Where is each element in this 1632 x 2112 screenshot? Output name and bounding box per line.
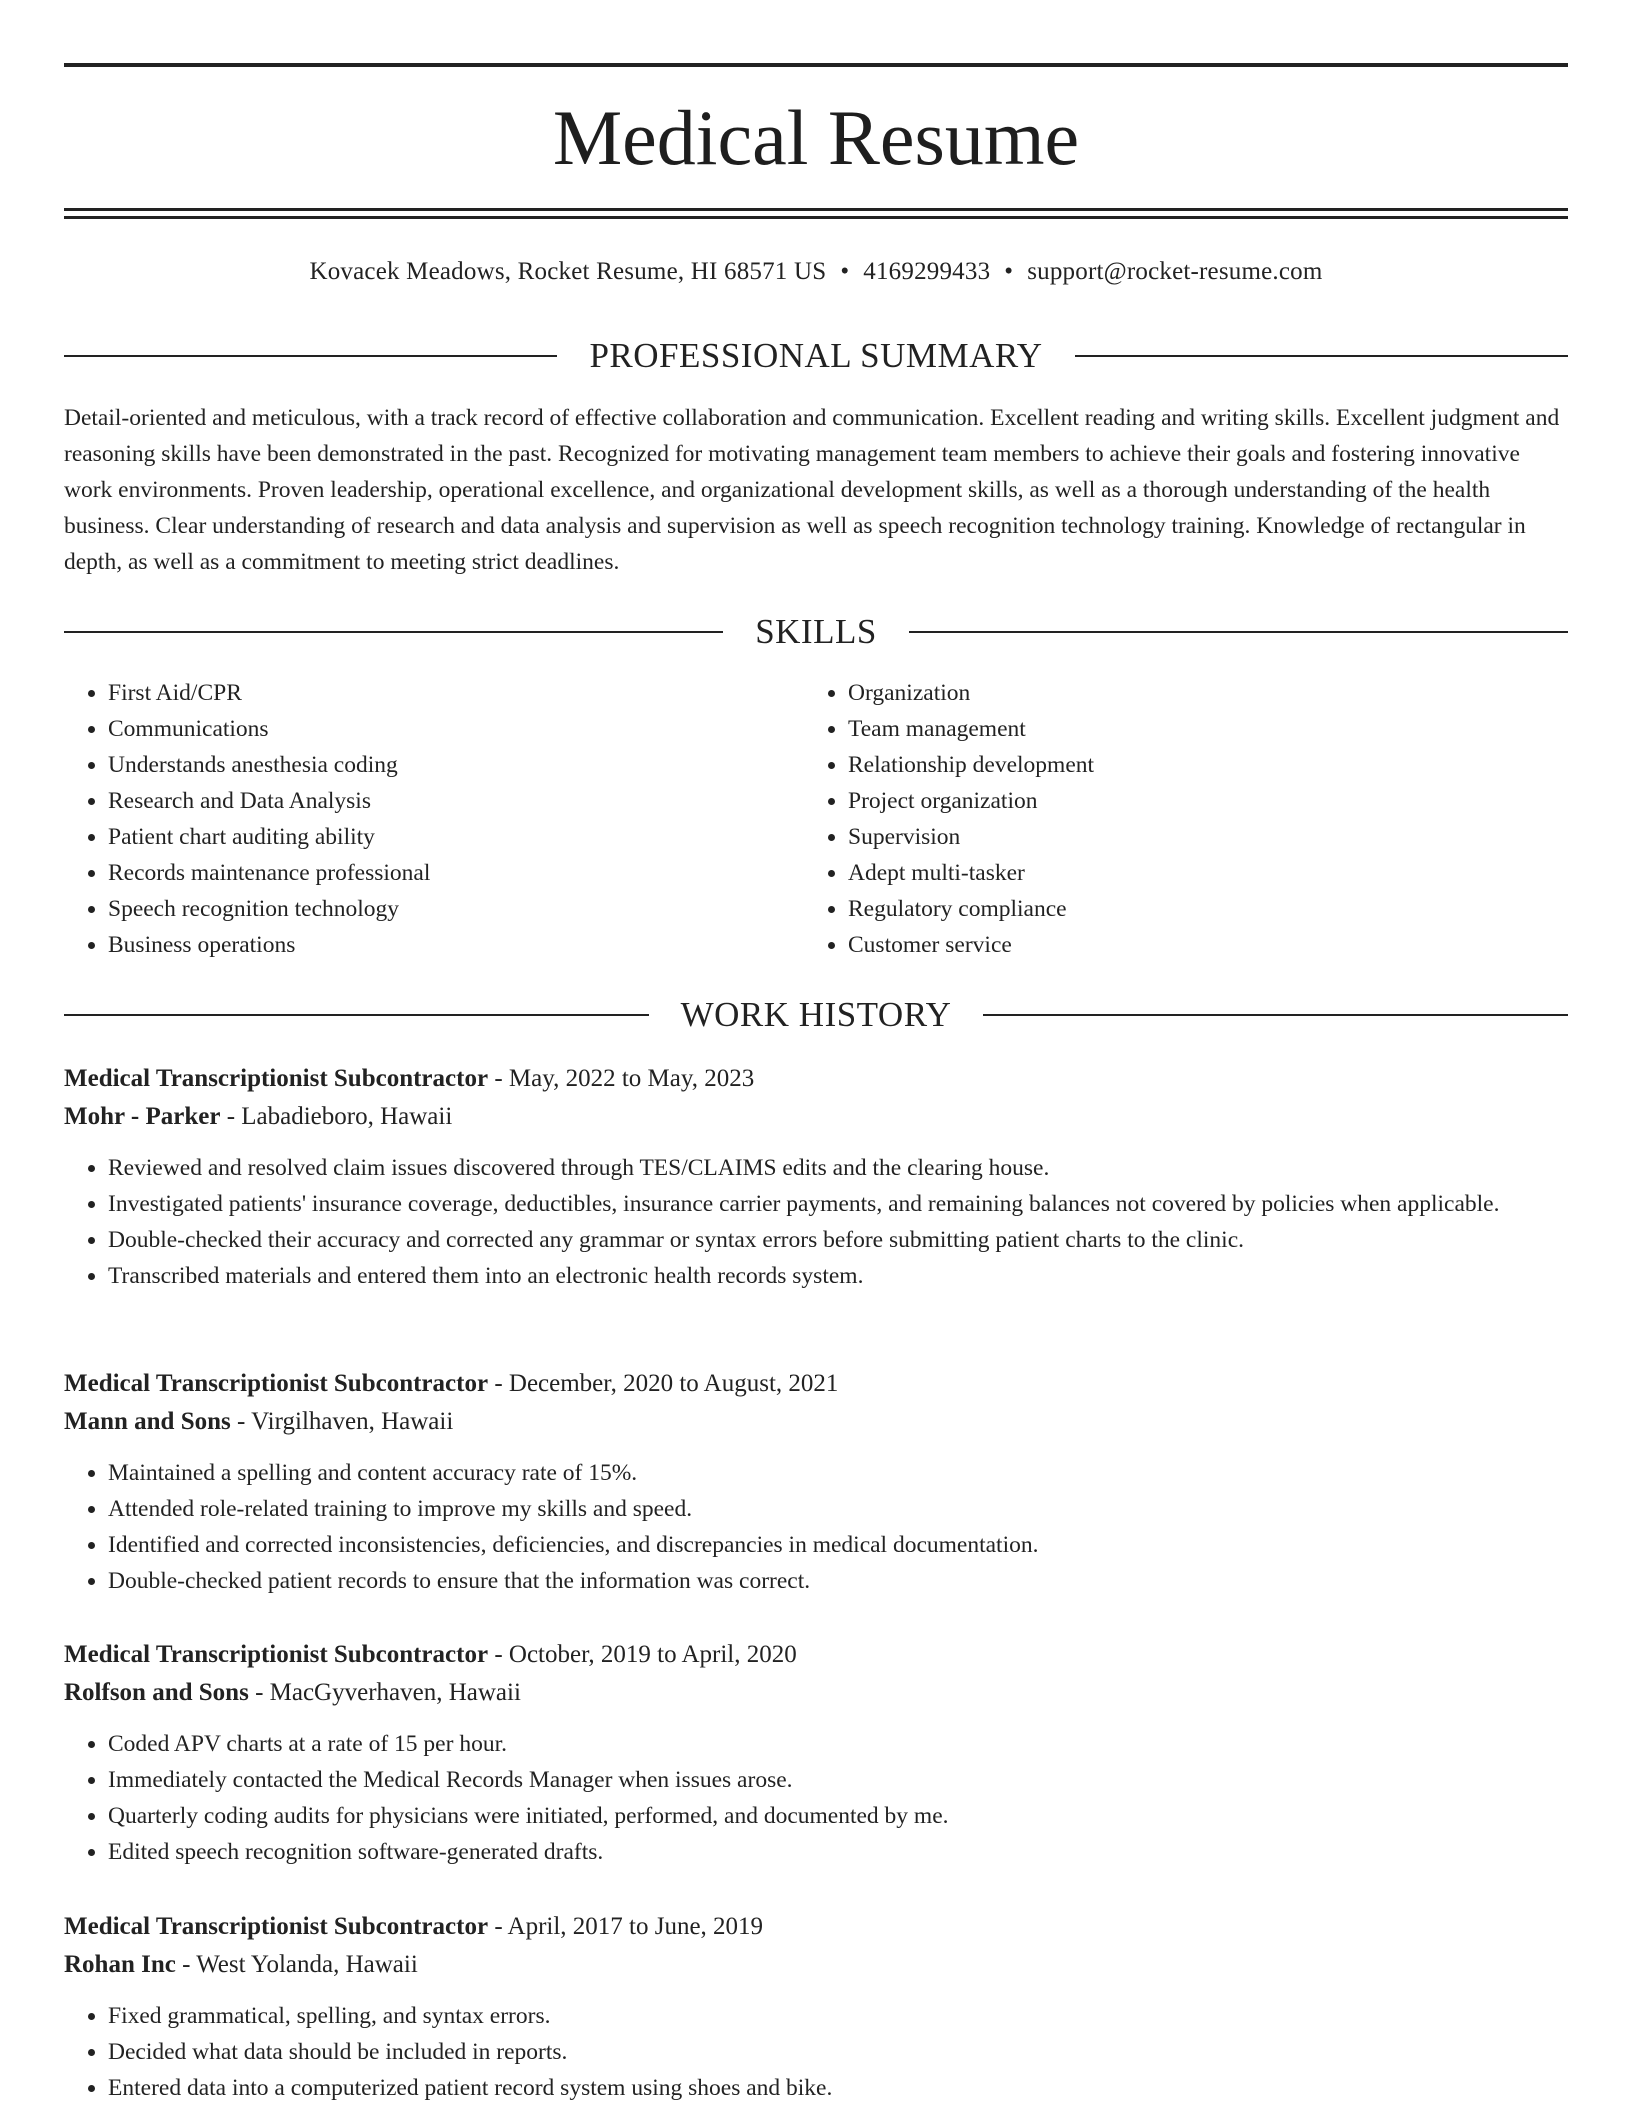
- skill-item: • Adept multi-tasker: [848, 855, 1544, 891]
- job-title-line: [64, 1060, 1568, 1098]
- job-company-line: [64, 1946, 1568, 1984]
- skill-item: • First Aid/CPR: [108, 675, 804, 711]
- job-bullet: • Double-checked patient records to ensure that the information was correct.: [108, 1563, 1568, 1599]
- job-dates: - May, 2022 to May, 2023: [494, 1065, 755, 1092]
- contact-separator: •: [1004, 258, 1014, 285]
- job-title: Medical Transcriptionist Subcontractor: [64, 1641, 489, 1668]
- heading-rule: [64, 355, 557, 357]
- job-bullet: • Reviewed and resolved claim issues discovered through TES/CLAIMS edits and the clearing house.: [108, 1150, 1568, 1186]
- job-dates: - April, 2017 to June, 2019: [494, 1913, 764, 1940]
- contact-line: [0, 254, 1632, 290]
- contact-separator: •: [840, 258, 850, 285]
- job-title: Medical Transcriptionist Subcontractor: [64, 1370, 489, 1397]
- heading-rule: [909, 631, 1568, 633]
- resume-title: Medical Resume: [552, 94, 1080, 181]
- job-company: Rolfson and Sons: [64, 1679, 249, 1706]
- job-bullet: • Edited speech recognition software-generated drafts.: [108, 1834, 1568, 1870]
- job-bullet: • Entered data into a computerized patient record system using shoes and bike.: [108, 2070, 1568, 2106]
- job-bullets: [64, 1150, 1568, 1294]
- job-bullet: • Investigated patients' insurance coverage, deductibles, insurance carrier payments, and remaining balances not covered by policies when applicable.: [108, 1186, 1568, 1222]
- job-location: - West Yolanda, Hawaii: [182, 1951, 418, 1978]
- skill-item: • Project organization: [848, 783, 1544, 819]
- skill-item: • Organization: [848, 675, 1544, 711]
- skill-item: • Records maintenance professional: [108, 855, 804, 891]
- skills-heading-text: SKILLS: [755, 612, 877, 651]
- heading-rule: [64, 1014, 649, 1016]
- summary-heading-text: PROFESSIONAL SUMMARY: [589, 336, 1043, 375]
- skill-item: • Patient chart auditing ability: [108, 819, 804, 855]
- skills-column-right: [804, 675, 1544, 963]
- job-bullet: • Immediately contacted the Medical Records Manager when issues arose.: [108, 1762, 1568, 1798]
- skill-item: • Speech recognition technology: [108, 891, 804, 927]
- job-title: Medical Transcriptionist Subcontractor: [64, 1913, 489, 1940]
- job-bullets: [64, 1998, 1568, 2106]
- job-bullet: • Identified and corrected inconsistencies, deficiencies, and discrepancies in medical documentation.: [108, 1527, 1568, 1563]
- heading-rule: [64, 631, 723, 633]
- job-bullet: • Double-checked their accuracy and corrected any grammar or syntax errors before submitting patient charts to the clinic.: [108, 1222, 1568, 1258]
- summary-heading: [64, 334, 1568, 378]
- skill-item: • Communications: [108, 711, 804, 747]
- job-company: Mohr - Parker: [64, 1103, 221, 1130]
- job-entry: [64, 1060, 1568, 1294]
- job-location: - Labadieboro, Hawaii: [226, 1103, 453, 1130]
- skill-item: • Understands anesthesia coding: [108, 747, 804, 783]
- title-double-rule: [64, 208, 1568, 219]
- job-bullets: [64, 1455, 1568, 1599]
- job-title: Medical Transcriptionist Subcontractor: [64, 1065, 489, 1092]
- skills-heading: [64, 610, 1568, 654]
- job-company-line: [64, 1403, 1568, 1441]
- skill-item: • Relationship development: [848, 747, 1544, 783]
- heading-rule: [1075, 355, 1568, 357]
- job-bullet: • Decided what data should be included in reports.: [108, 2034, 1568, 2070]
- contact-phone: 4169299433: [863, 258, 991, 285]
- job-bullet: • Attended role-related training to improve my skills and speed.: [108, 1491, 1568, 1527]
- contact-address: Kovacek Meadows, Rocket Resume, HI 68571 US: [309, 258, 827, 285]
- skill-item: • Supervision: [848, 819, 1544, 855]
- top-rule: [64, 63, 1568, 67]
- job-entry: [64, 1908, 1568, 2106]
- work-heading-text: WORK HISTORY: [680, 995, 952, 1034]
- job-bullet: • Quarterly coding audits for physicians were initiated, performed, and documented by me.: [108, 1798, 1568, 1834]
- job-bullets: [64, 1726, 1568, 1870]
- job-title-line: [64, 1636, 1568, 1674]
- job-bullet: • Maintained a spelling and content accuracy rate of 15%.: [108, 1455, 1568, 1491]
- job-title-line: [64, 1365, 1568, 1403]
- job-bullet: • Coded APV charts at a rate of 15 per hour.: [108, 1726, 1568, 1762]
- job-company: Mann and Sons: [64, 1408, 231, 1435]
- skills-column-left: [64, 675, 804, 963]
- job-title-line: [64, 1908, 1568, 1946]
- job-bullet: • Fixed grammatical, spelling, and syntax errors.: [108, 1998, 1568, 2034]
- skill-item: • Team management: [848, 711, 1544, 747]
- summary-text: Detail-oriented and meticulous, with a track record of effective collaboration and communication. Excellent reading and writing skills. Excellent judgment and reasoning skills have been demonstrated in the past. Recognized for motivating management team members to achieve their goals and fostering innovative work environments. Proven leadership, operational excellence, and organizational development skills, as well as a thorough understanding of the health business. Clear understanding of research and data analysis and supervision as well as speech recognition technology training. Knowledge of rectangular in depth, as well as a commitment to meeting strict deadlines.: [64, 405, 1560, 575]
- job-location: - Virgilhaven, Hawaii: [237, 1408, 454, 1435]
- skill-item: • Regulatory compliance: [848, 891, 1544, 927]
- work-heading: [64, 993, 1568, 1037]
- skill-item: • Customer service: [848, 927, 1544, 963]
- job-entry: [64, 1365, 1568, 1599]
- contact-email: support@rocket-resume.com: [1027, 258, 1323, 285]
- job-dates: - October, 2019 to April, 2020: [494, 1641, 797, 1668]
- job-company: Rohan Inc: [64, 1951, 176, 1978]
- job-company-line: [64, 1674, 1568, 1712]
- skill-item: • Research and Data Analysis: [108, 783, 804, 819]
- job-entry: [64, 1636, 1568, 1870]
- job-company-line: [64, 1098, 1568, 1136]
- skills-list: [64, 675, 1568, 963]
- job-location: - MacGyverhaven, Hawaii: [255, 1679, 521, 1706]
- heading-rule: [983, 1014, 1568, 1016]
- skill-item: • Business operations: [108, 927, 804, 963]
- job-dates: - December, 2020 to August, 2021: [494, 1370, 839, 1397]
- job-bullet: • Transcribed materials and entered them into an electronic health records system.: [108, 1258, 1568, 1294]
